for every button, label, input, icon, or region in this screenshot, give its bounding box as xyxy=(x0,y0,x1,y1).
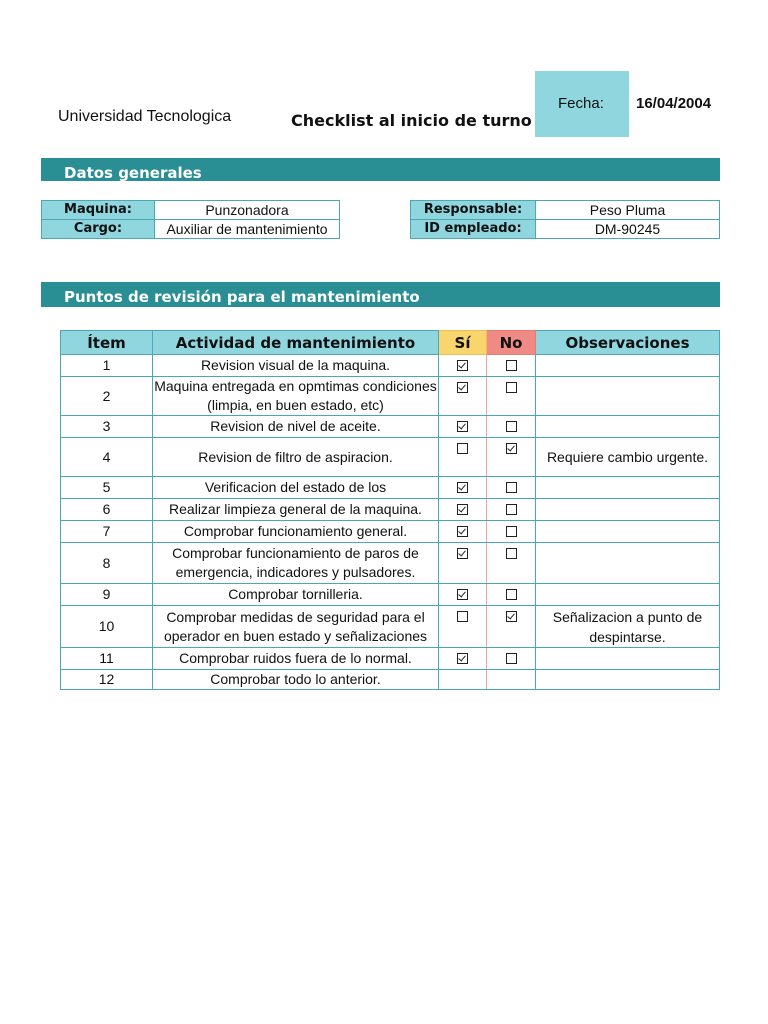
activity-cell xyxy=(153,499,439,521)
activity-text: Comprobar todo lo anterior. xyxy=(210,671,381,687)
general-info-left xyxy=(41,200,340,239)
info-row-employee-id xyxy=(411,220,720,239)
yes-cell xyxy=(439,648,487,670)
observation-cell xyxy=(536,543,720,584)
header-observations: Observaciones xyxy=(536,331,720,355)
no-cell xyxy=(487,670,536,690)
observation-cell xyxy=(536,477,720,499)
activity-cell xyxy=(153,543,439,584)
activity-cell xyxy=(153,521,439,543)
yes-cell xyxy=(439,670,487,690)
activity-text: Comprobar medidas de seguridad para el operador en buen estado y señalizaciones xyxy=(163,608,428,644)
institution-name: Universidad Tecnologica xyxy=(58,108,232,125)
item-number: 7 xyxy=(61,521,153,543)
no-checkbox[interactable] xyxy=(506,504,517,515)
no-checkbox[interactable] xyxy=(506,421,517,432)
yes-cell xyxy=(439,477,487,499)
activity-text: Comprobar funcionamiento de paros de emergencia, indicadores y pulsadores. xyxy=(172,545,419,580)
observation-cell xyxy=(536,416,720,438)
general-section-header: Datos generales xyxy=(41,158,720,181)
no-checkbox[interactable] xyxy=(506,526,517,537)
activity-cell xyxy=(153,377,439,416)
responsible-value: Peso Pluma xyxy=(536,201,720,220)
yes-checkbox[interactable] xyxy=(457,653,468,664)
yes-cell xyxy=(439,438,487,477)
observation-cell xyxy=(536,355,720,377)
no-checkbox[interactable] xyxy=(506,360,517,371)
document-title: Checklist al inicio de turno xyxy=(291,111,532,130)
activity-cell xyxy=(153,416,439,438)
activity-cell xyxy=(153,584,439,606)
machine-value: Punzonadora xyxy=(155,201,340,220)
table-row xyxy=(61,499,720,521)
no-cell xyxy=(487,584,536,606)
header-yes: Sí xyxy=(439,331,487,355)
yes-checkbox[interactable] xyxy=(457,589,468,600)
header-no: No xyxy=(487,331,536,355)
yes-checkbox[interactable] xyxy=(457,421,468,432)
activity-cell xyxy=(153,670,439,690)
info-row-responsible xyxy=(411,201,720,220)
table-row xyxy=(61,670,720,690)
yes-checkbox[interactable] xyxy=(457,443,468,454)
table-row xyxy=(61,584,720,606)
table-row xyxy=(61,648,720,670)
no-checkbox[interactable] xyxy=(506,611,517,622)
activity-text: Maquina entregada en opmtimas condiciones (limpia, en buen estado, etc) xyxy=(154,378,437,413)
yes-cell xyxy=(439,584,487,606)
activity-text: Revision de nivel de aceite. xyxy=(210,418,381,434)
table-row xyxy=(61,606,720,648)
no-cell xyxy=(487,521,536,543)
observation-cell: Señalizacion a punto de despintarse. xyxy=(536,606,720,648)
activity-text: Comprobar funcionamiento general. xyxy=(183,523,408,539)
machine-label: Maquina: xyxy=(42,201,155,220)
item-number: 10 xyxy=(61,606,153,648)
activity-text: Revision de filtro de aspiracion. xyxy=(198,448,393,465)
table-row xyxy=(61,377,720,416)
observation-cell xyxy=(536,648,720,670)
observation-cell: Requiere cambio urgente. xyxy=(536,438,720,477)
item-number: 4 xyxy=(61,438,153,477)
table-row xyxy=(61,477,720,499)
checklist-table xyxy=(60,330,720,690)
activity-text: Verificacion del estado de los xyxy=(204,479,387,495)
employee-id-value: DM-90245 xyxy=(536,220,720,239)
table-row xyxy=(61,521,720,543)
yes-cell xyxy=(439,377,487,416)
activity-text: Comprobar tornilleria. xyxy=(228,586,363,602)
item-number: 2 xyxy=(61,377,153,416)
activity-text: Comprobar ruidos fuera de lo normal. xyxy=(179,650,412,666)
no-checkbox[interactable] xyxy=(506,443,517,454)
no-cell xyxy=(487,438,536,477)
table-row xyxy=(61,416,720,438)
yes-cell xyxy=(439,355,487,377)
activity-cell xyxy=(153,648,439,670)
info-row-role xyxy=(42,220,340,239)
activity-text: Revision visual de la maquina. xyxy=(200,357,391,373)
no-checkbox[interactable] xyxy=(506,548,517,559)
table-row xyxy=(61,355,720,377)
item-number: 11 xyxy=(61,648,153,670)
employee-id-label: ID empleado: xyxy=(411,220,536,239)
yes-checkbox[interactable] xyxy=(457,504,468,515)
observation-cell xyxy=(536,377,720,416)
header-item: Ítem xyxy=(61,331,153,355)
role-value: Auxiliar de mantenimiento xyxy=(155,220,340,239)
header-activity: Actividad de mantenimiento xyxy=(153,331,439,355)
table-row xyxy=(61,543,720,584)
no-cell xyxy=(487,606,536,648)
role-label: Cargo: xyxy=(42,220,155,239)
activity-cell xyxy=(153,438,439,477)
item-number: 8 xyxy=(61,543,153,584)
yes-checkbox[interactable] xyxy=(457,548,468,559)
observation-cell xyxy=(536,521,720,543)
no-checkbox[interactable] xyxy=(506,589,517,600)
activity-cell xyxy=(153,606,439,648)
activity-cell xyxy=(153,477,439,499)
responsible-label: Responsable: xyxy=(411,201,536,220)
item-number: 5 xyxy=(61,477,153,499)
yes-cell xyxy=(439,543,487,584)
info-row-machine xyxy=(42,201,340,220)
yes-cell xyxy=(439,606,487,648)
no-checkbox[interactable] xyxy=(506,653,517,664)
item-number: 6 xyxy=(61,499,153,521)
yes-checkbox[interactable] xyxy=(457,382,468,393)
checklist-section-header: Puntos de revisión para el mantenimiento xyxy=(41,282,720,307)
observation-cell xyxy=(536,584,720,606)
no-cell xyxy=(487,648,536,670)
item-number: 12 xyxy=(61,670,153,690)
no-cell xyxy=(487,416,536,438)
date-value: 16/04/2004 xyxy=(636,95,712,112)
date-label: Fecha: xyxy=(558,95,604,112)
no-cell xyxy=(487,355,536,377)
yes-cell xyxy=(439,416,487,438)
checklist-header-row xyxy=(61,331,720,355)
general-info-right xyxy=(410,200,720,239)
yes-cell xyxy=(439,499,487,521)
observation-cell xyxy=(536,670,720,690)
no-cell xyxy=(487,499,536,521)
item-number: 9 xyxy=(61,584,153,606)
no-cell xyxy=(487,377,536,416)
activity-text: Realizar limpieza general de la maquina. xyxy=(169,501,422,517)
yes-checkbox[interactable] xyxy=(457,360,468,371)
yes-checkbox[interactable] xyxy=(457,526,468,537)
no-checkbox[interactable] xyxy=(506,382,517,393)
no-checkbox[interactable] xyxy=(506,482,517,493)
yes-checkbox[interactable] xyxy=(457,482,468,493)
no-cell xyxy=(487,543,536,584)
item-number: 1 xyxy=(61,355,153,377)
observation-cell xyxy=(536,499,720,521)
yes-cell xyxy=(439,521,487,543)
no-cell xyxy=(487,477,536,499)
yes-checkbox[interactable] xyxy=(457,611,468,622)
activity-cell xyxy=(153,355,439,377)
table-row xyxy=(61,438,720,477)
item-number: 3 xyxy=(61,416,153,438)
